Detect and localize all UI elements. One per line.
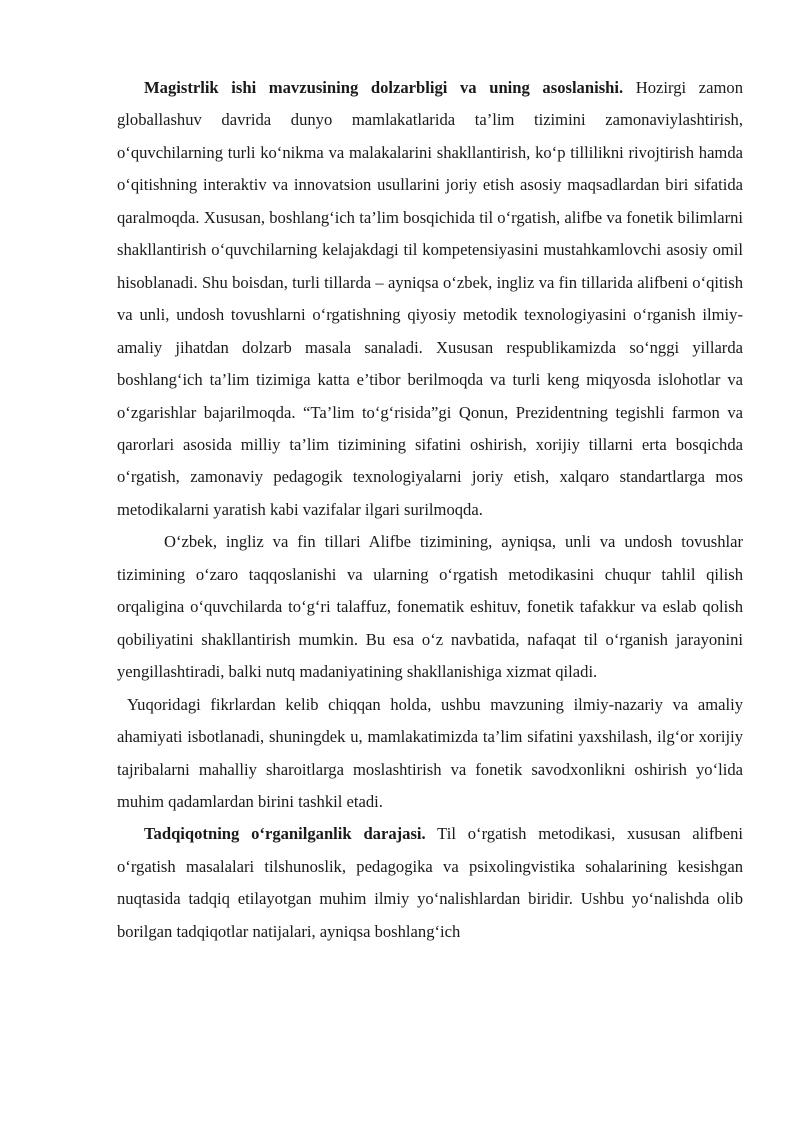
paragraph-body: Yuqoridagi fikrlardan kelib chiqqan holda, ushbu mavzuning ilmiy-nazariy va amaliy ahamiyati isbotlanadi, shuningdek u, mamlakatimizda ta’lim sifatini yaxshilash, ilg‘or xorijiy tajribalarni mahalliy sharoitlarga moslashtirish va fonetik savodxonlikni oshirish yo‘lida muhim qadamlardan birini tashkil etadi.: [117, 694, 743, 811]
paragraph-body: Til o‘rgatish metodikasi, xususan alifbeni o‘rgatish masalalari tilshunoslik, pedagogika va psixolingvistika sohalarining kesishgan nuqtasida tadqiq etilayotgan muhim ilmiy yo‘nalishlardan biridir. Ushbu yo‘nalishda olib borilgan tadqiqotlar natijalari, ayniqsa boshlang‘ich: [117, 824, 743, 941]
section-heading-relevance: Magistrlik ishi mavzusining dolzarbligi va uning asoslanishi.: [144, 78, 624, 97]
section-heading-research-degree: Tadqiqotning o‘rganilganlik darajasi.: [144, 824, 426, 844]
paragraph-alphabet-comparison: [117, 526, 743, 688]
paragraph-research-degree: [117, 818, 743, 948]
paragraph-body: O‘zbek, ingliz va fin tillari Alifbe tizimining, ayniqsa, unli va undosh tovushlar tizimining o‘zaro taqqoslanishi va ularning o‘rgatish metodikasini chuqur tahlil qilish orqaligina o‘quvchilarda to‘g‘ri talaffuz, fonematik eshituv, fonetik tafakkur va eslab qolish qobiliyatini shakllantirish mumkin. Bu esa o‘z navbatida, nafaqat til o‘rganish jarayonini yengillashtiradi, balki nutq madaniyatining shakllanishiga xizmat qiladi.: [117, 532, 743, 682]
paragraph-body: Hozirgi zamon globallashuv davrida dunyo mamlakatlarida ta’lim tizimini zamonaviylashtirish, o‘quvchilarning turli ko‘nikma va malakalarini shakllantirish, ko‘p tillilikni rivojtirish hamda o‘qitishning interaktiv va innovatsion usullarini joriy etish asosiy maqsadlardan biri sifatida qaralmoqda. Xususan, boshlang‘ich ta’lim bosqichida til o‘rgatish, alifbe va fonetik bilimlarni shakllantirish o‘quvchilarning kelajakdagi til kompetensiyasini mustahkamlovchi asosiy omil hisoblanadi. Shu boisdan, turli tillarda – ayniqsa o‘zbek, ingliz va fin tillarida alifbeni o‘qitish va unli, undosh tovushlarni o‘rgatishning qiyosiy metodik texnologiyasini o‘rganish ilmiy-amaliy jihatdan dolzarb masala sanaladi. Xususan respublikamizda so‘nggi yillarda boshlang‘ich ta’lim tizimiga katta e’tibor berilmoqda va turli keng miqyosda islohotlar va o‘zgarishlar bajarilmoqda. “Ta’lim to‘g‘risida”gi Qonun, Prezidentning tegishli farmon va qarorlari asosida milliy ta’lim tizimining sifatini oshirish, xorijiy tillarni erta bosqichda o‘rgatish, zamonaviy pedagogik texnologiyalarni joriy etish, xalqaro standartlarga mos metodikalarni yaratish kabi vazifalar ilgari surilmoqda.: [117, 78, 743, 519]
paragraph-conclusion: [117, 689, 743, 819]
document-page: [117, 72, 743, 948]
paragraph-relevance: [117, 72, 743, 526]
